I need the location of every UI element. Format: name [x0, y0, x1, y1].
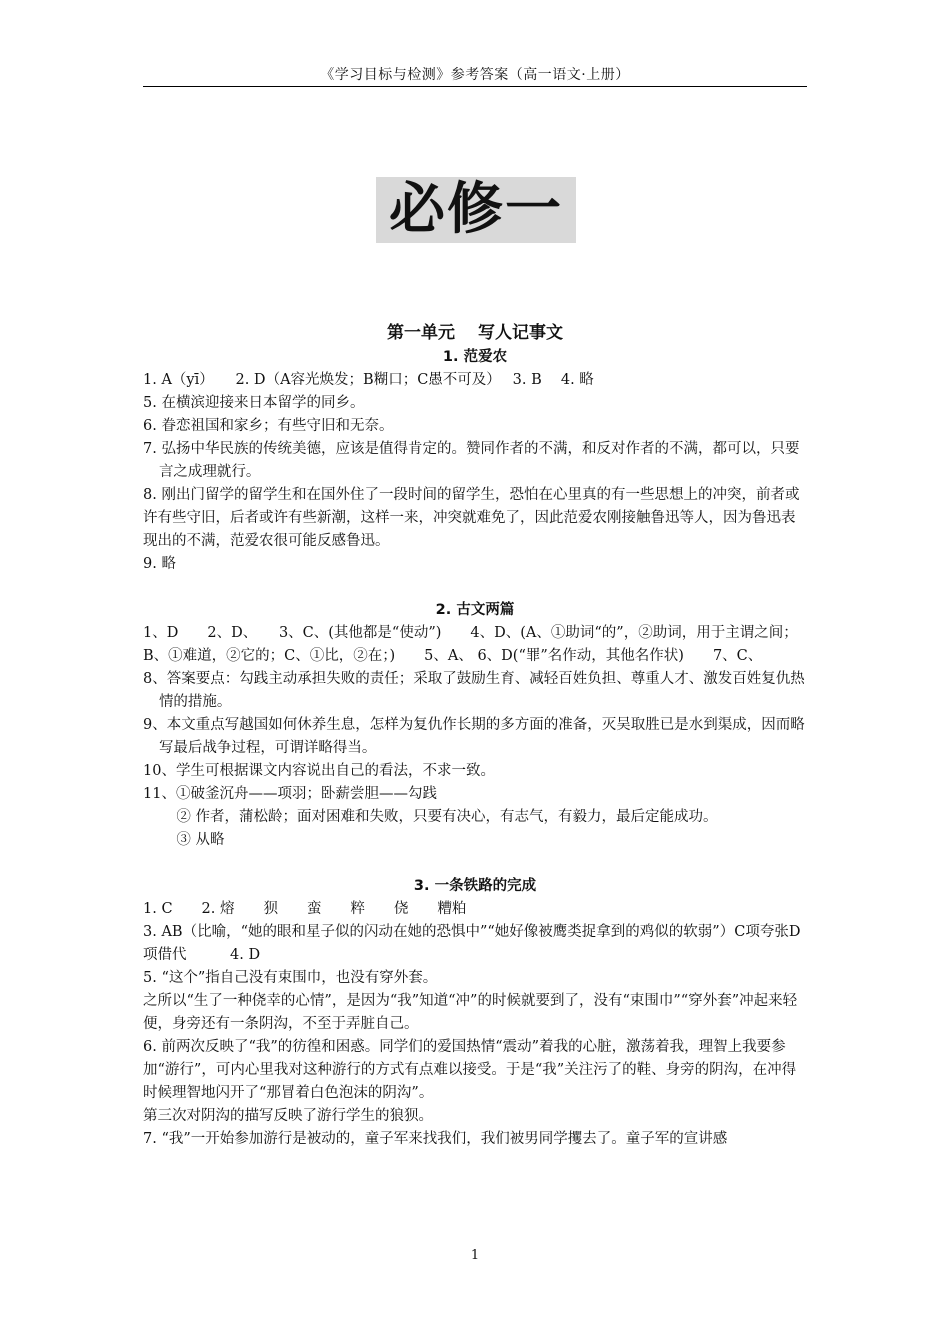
answer-line: ② 作者，蒲松龄；面对困难和失败，只要有决心，有志气，有毅力，最后定能成功。	[176, 809, 718, 825]
answer-content	[143, 320, 807, 1151]
answer-line: 之所以“生了一种侥幸的心情”，是因为“我”知道“冲”的时候就要到了，没有“束围巾”“穿外套”冲起来轻便，身旁还有一条阴沟，不至于弄脏自己。	[143, 993, 798, 1032]
answer-line: 7. “我”一开始参加游行是被动的，童子军来找我们，我们被男同学攫去了。童子军的宣讲感	[143, 1131, 728, 1147]
answer-line: 1、D 2、D、 3、C、(其他都是“使动”) 4、D、(A、①助词“的”，②助词，用于主谓之间；B、①难道，②它的；C、①比，②在；) 5、A、 6、D(“罪”名作动，其他名作状) 7、C、	[143, 625, 798, 664]
answer-line: 7. 弘扬中华民族的传统美德，应该是值得肯定的。赞同作者的不满，和反对作者的不满，都可以，只要言之成理就行。	[143, 441, 800, 480]
section-title: 3. 一条铁路的完成	[413, 878, 537, 894]
answer-line: 3. AB（比喻，“她的眼和星子似的闪动在她的恐惧中”“她好像被鹰类捉拿到的鸡似的软弱”）C项夸张D项借代 4. D	[143, 924, 801, 963]
answer-line: 5. 在横滨迎接来日本留学的同乡。	[143, 395, 365, 411]
answer-line: 6. 前两次反映了“我”的彷徨和困惑。同学们的爱国热情“震动”着我的心脏，激荡着我，理智上我要参加“游行”，可内心里我对这种游行的方式有点难以接受。于是“我”关注污了的鞋、身旁的阴沟，在冲得时候理智地闪开了“那冒着白色泡沫的阴沟”。	[143, 1039, 797, 1101]
answer-line: 1. C 2. 熔 狈 蛮 粹 侥 糟粕	[143, 901, 467, 917]
page-number: 1	[470, 1248, 480, 1263]
answer-line: 第三次对阴沟的描写反映了游行学生的狼狈。	[143, 1108, 433, 1124]
header-divider	[143, 86, 807, 87]
section-gap	[143, 576, 807, 599]
answer-line: 6. 眷恋祖国和家乡；有些守旧和无奈。	[143, 418, 394, 434]
answer-line: 8、答案要点：勾践主动承担失败的责任；采取了鼓励生育、减轻百姓负担、尊重人才、激发百姓复仇热情的措施。	[143, 671, 805, 710]
answer-line: 9、本文重点写越国如何休养生息，怎样为复仇作长期的多方面的准备，灭吴取胜已是水到渠成，因而略写最后战争过程，可谓详略得当。	[143, 717, 805, 756]
page-header: 《学习目标与检测》参考答案（高一语文·上册）	[320, 67, 630, 83]
section-title: 1. 范爱农	[442, 349, 508, 365]
answer-line: 9. 略	[143, 556, 176, 572]
unit-title: 第一单元 写人记事文	[387, 323, 563, 343]
answer-line: 5. “这个”指自己没有束围巾，也没有穿外套。	[143, 970, 438, 986]
volume-title: 必修一	[376, 177, 576, 243]
answer-line: 1. A（yī） 2. D（A容光焕发；B糊口；C愚不可及） 3. B 4. 略	[143, 372, 594, 388]
section-title: 2. 古文两篇	[435, 602, 515, 618]
answer-line: 10、学生可根据课文内容说出自己的看法，不求一致。	[143, 763, 495, 779]
answer-line: ③ 从略	[176, 832, 225, 848]
answer-line: 8. 刚出门留学的留学生和在国外住了一段时间的留学生，恐怕在心里真的有一些思想上的冲突，前者或许有些守旧，后者或许有些新潮，这样一来，冲突就难免了，因此范爱农刚接触鲁迅等人，因为鲁迅表现出的不满，范爱农很可能反感鲁迅。	[143, 487, 800, 549]
section-gap	[143, 852, 807, 875]
answer-line: 11、①破釜沉舟——项羽；卧薪尝胆——勾践	[143, 786, 437, 802]
